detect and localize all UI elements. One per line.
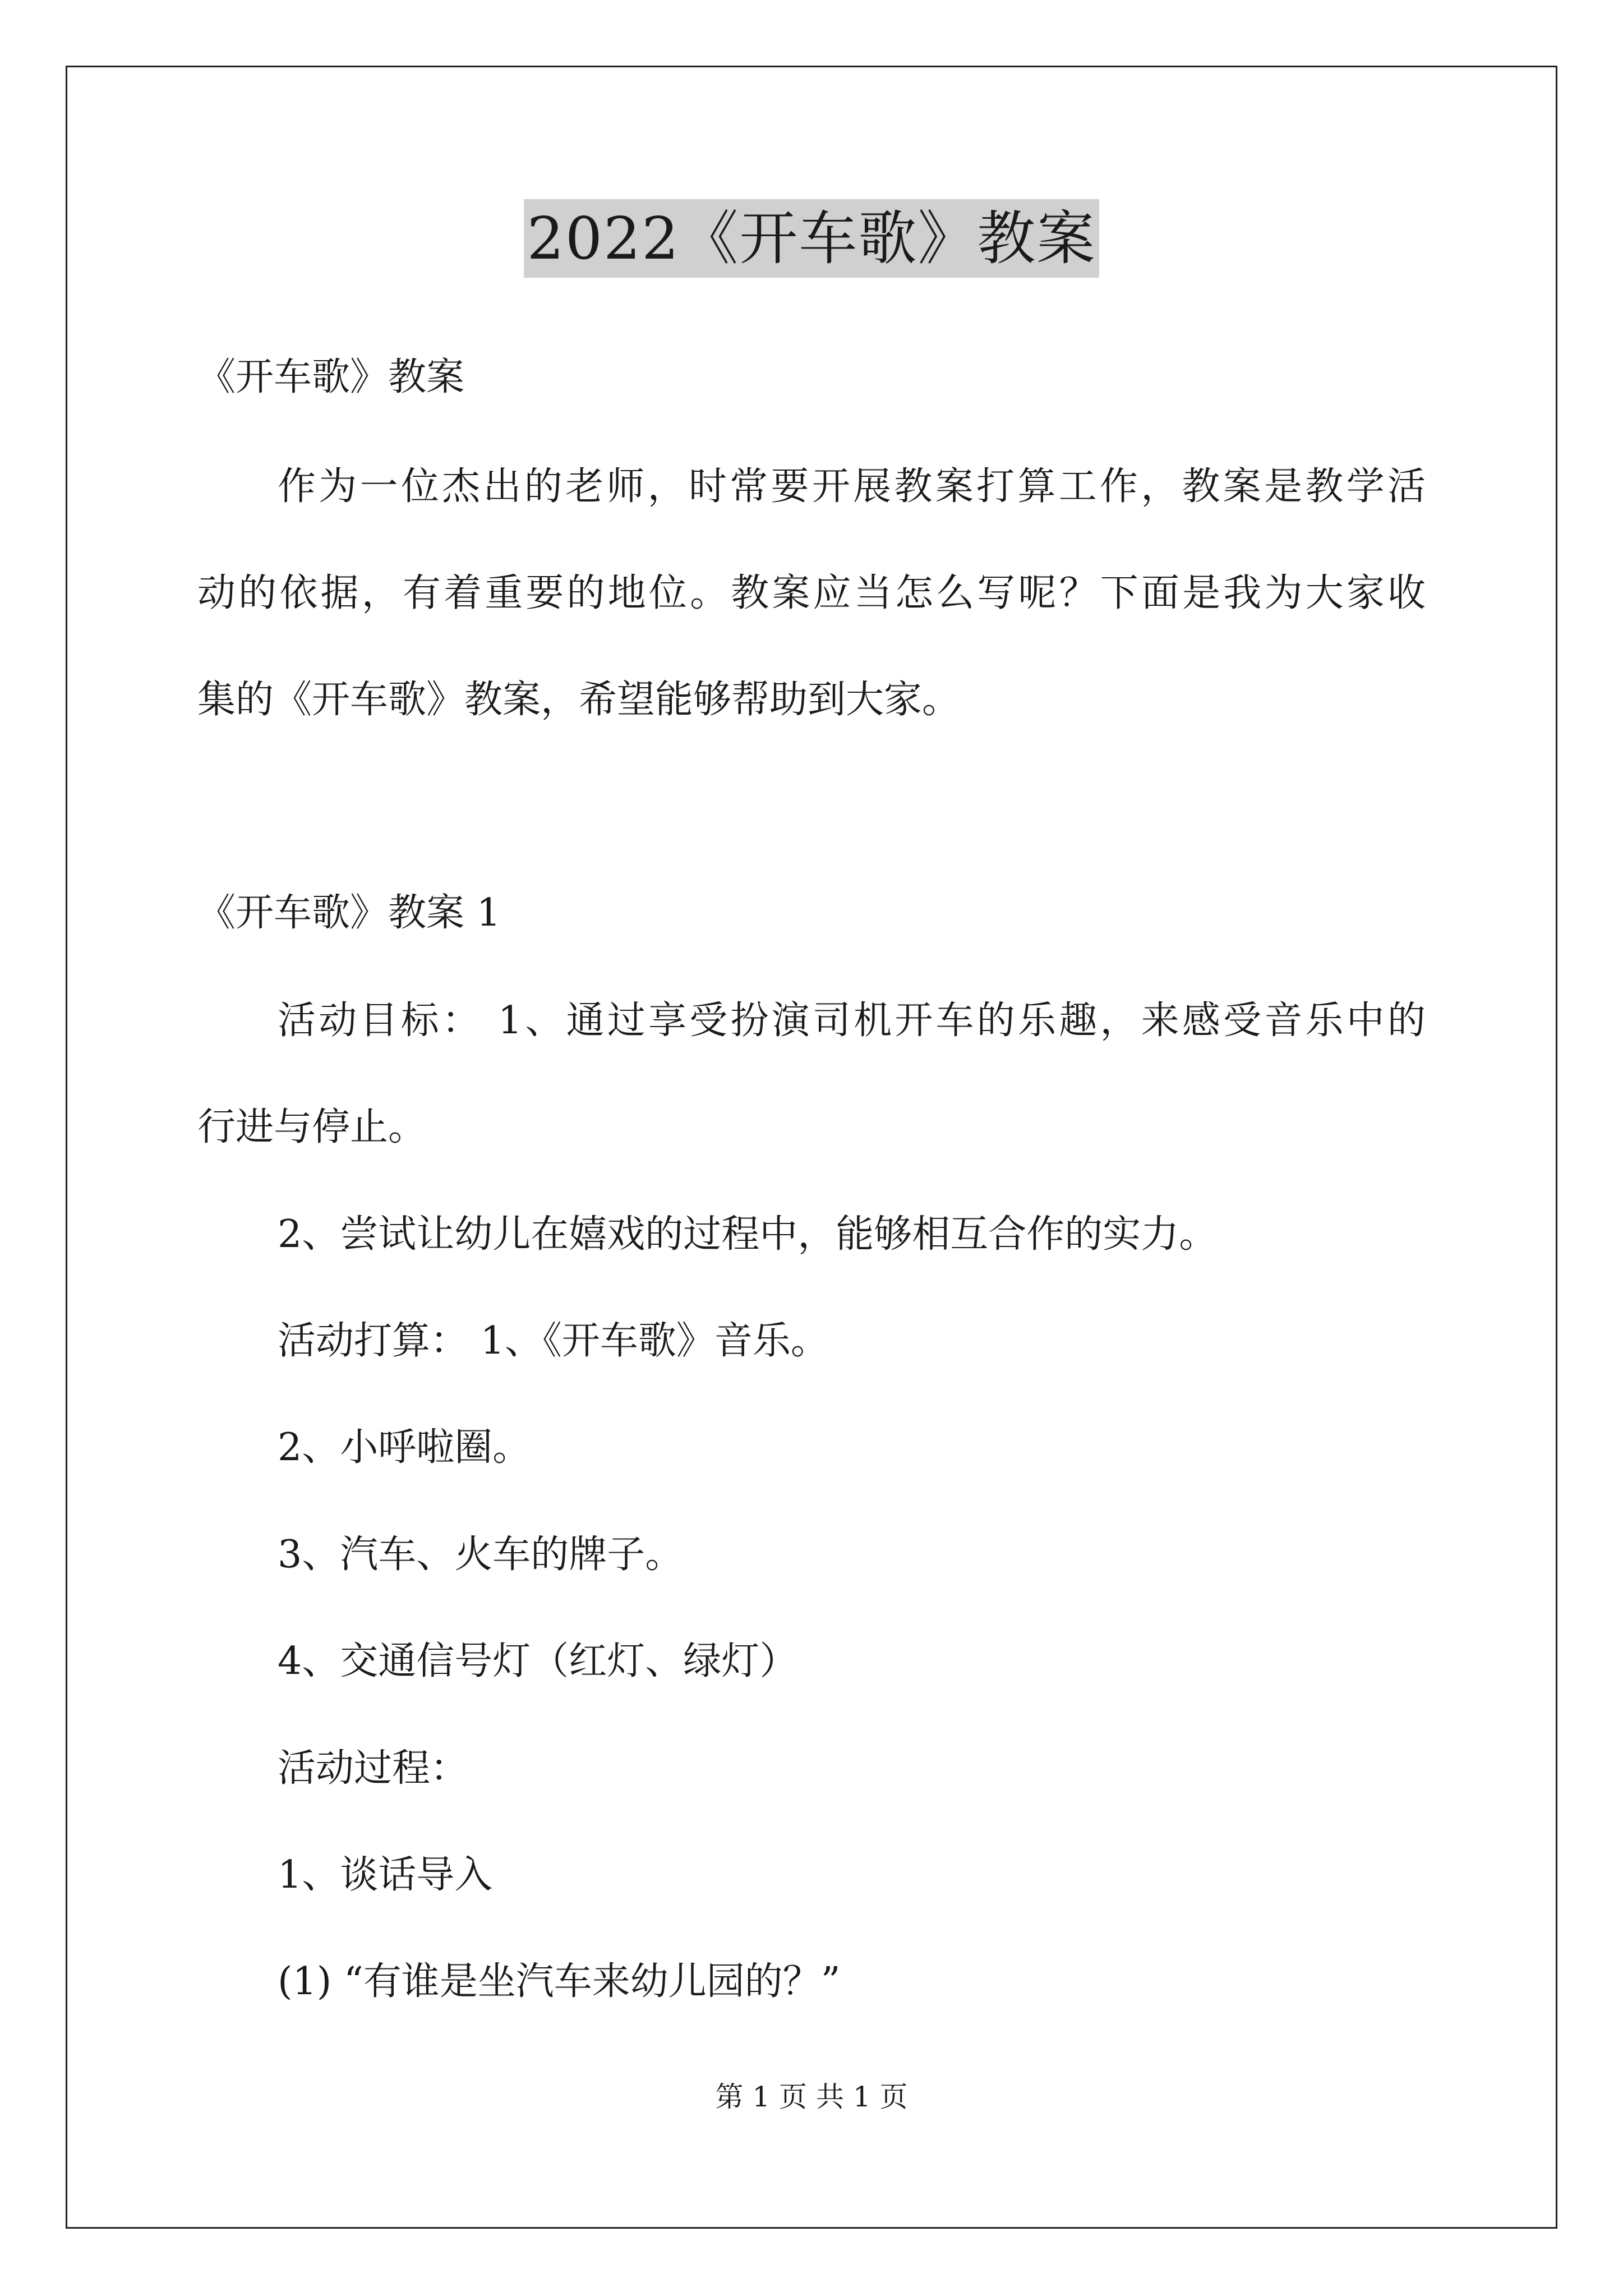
- page-footer: 第 1 页 共 1 页: [715, 2081, 908, 2113]
- intro-line-1: 作为一位杰出的老师，时常要开展教案打算工作，教案是教学活: [278, 464, 1426, 509]
- intro-line-2: 动的依据，有着重要的地位。教案应当怎么写呢？下面是我为大家收: [197, 571, 1426, 615]
- intro-line-3: 集的《开车歌》教案，希望能够帮助到大家。: [197, 678, 961, 722]
- body-line-4: 3、汽车、火车的牌子。: [278, 1533, 684, 1577]
- body-line-1: 2、尝试让幼儿在嬉戏的过程中，能够相互合作的实力。: [278, 1212, 1218, 1257]
- body-line-7: 1、谈话导入: [278, 1853, 493, 1897]
- body-line-3: 2、小呼啦圈。: [278, 1425, 531, 1470]
- body-line-6: 活动过程：: [278, 1746, 469, 1791]
- section-heading: 《开车歌》教案 1: [197, 891, 501, 935]
- goal-line-2: 行进与停止。: [197, 1105, 427, 1149]
- goal-line-1: 活动目标： 1、通过享受扮演司机开车的乐趣，来感受音乐中的: [278, 999, 1426, 1043]
- body-line-2: 活动打算： 1、《开车歌》音乐。: [278, 1319, 829, 1363]
- document-title-block: [0, 199, 1623, 278]
- body-line-8: (1) “有谁是坐汽车来幼儿园的？”: [278, 1959, 841, 2004]
- document-subtitle: 《开车歌》教案: [197, 355, 465, 399]
- document-title: 2022《开车歌》教案: [524, 199, 1100, 278]
- body-line-5: 4、交通信号灯（红灯、绿灯）: [278, 1639, 798, 1683]
